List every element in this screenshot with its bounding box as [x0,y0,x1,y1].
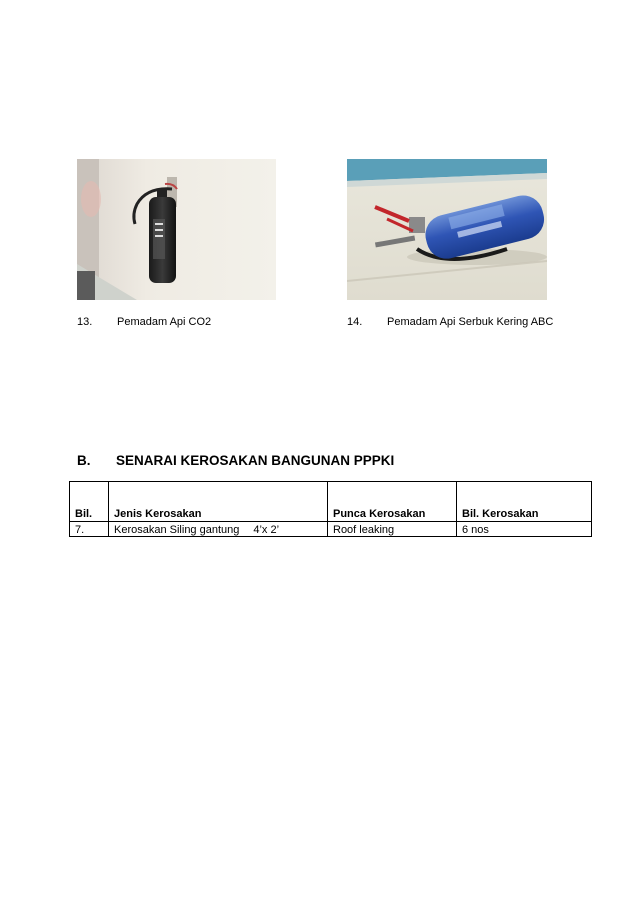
caption-text: Pemadam Api Serbuk Kering ABC [387,316,554,328]
header-jumlah: Bil. Kerosakan [457,482,592,522]
cell-bil: 7. [70,522,109,537]
section-title: SENARAI KEROSAKAN BANGUNAN PPPKI [116,453,395,468]
cell-jenis [109,522,328,537]
table-row [70,522,592,537]
photo-abc-extinguisher [347,159,547,300]
caption-number: 13. [77,316,93,328]
photo-co2-extinguisher [77,159,276,300]
table-header-row [70,482,592,522]
header-bil: Bil. [70,482,109,522]
caption-number: 14. [347,316,363,328]
header-jenis: Jenis Kerosakan [109,482,328,522]
cell-jenis-text: Kerosakan Siling gantung [114,524,240,536]
damage-table [69,481,592,537]
cell-punca: Roof leaking [328,522,457,537]
section-letter: B. [77,453,91,468]
cell-jumlah: 6 nos [457,522,592,537]
cell-dimension: 4’x 2’ [253,524,280,536]
header-punca: Punca Kerosakan [328,482,457,522]
caption-text: Pemadam Api CO2 [117,316,212,328]
